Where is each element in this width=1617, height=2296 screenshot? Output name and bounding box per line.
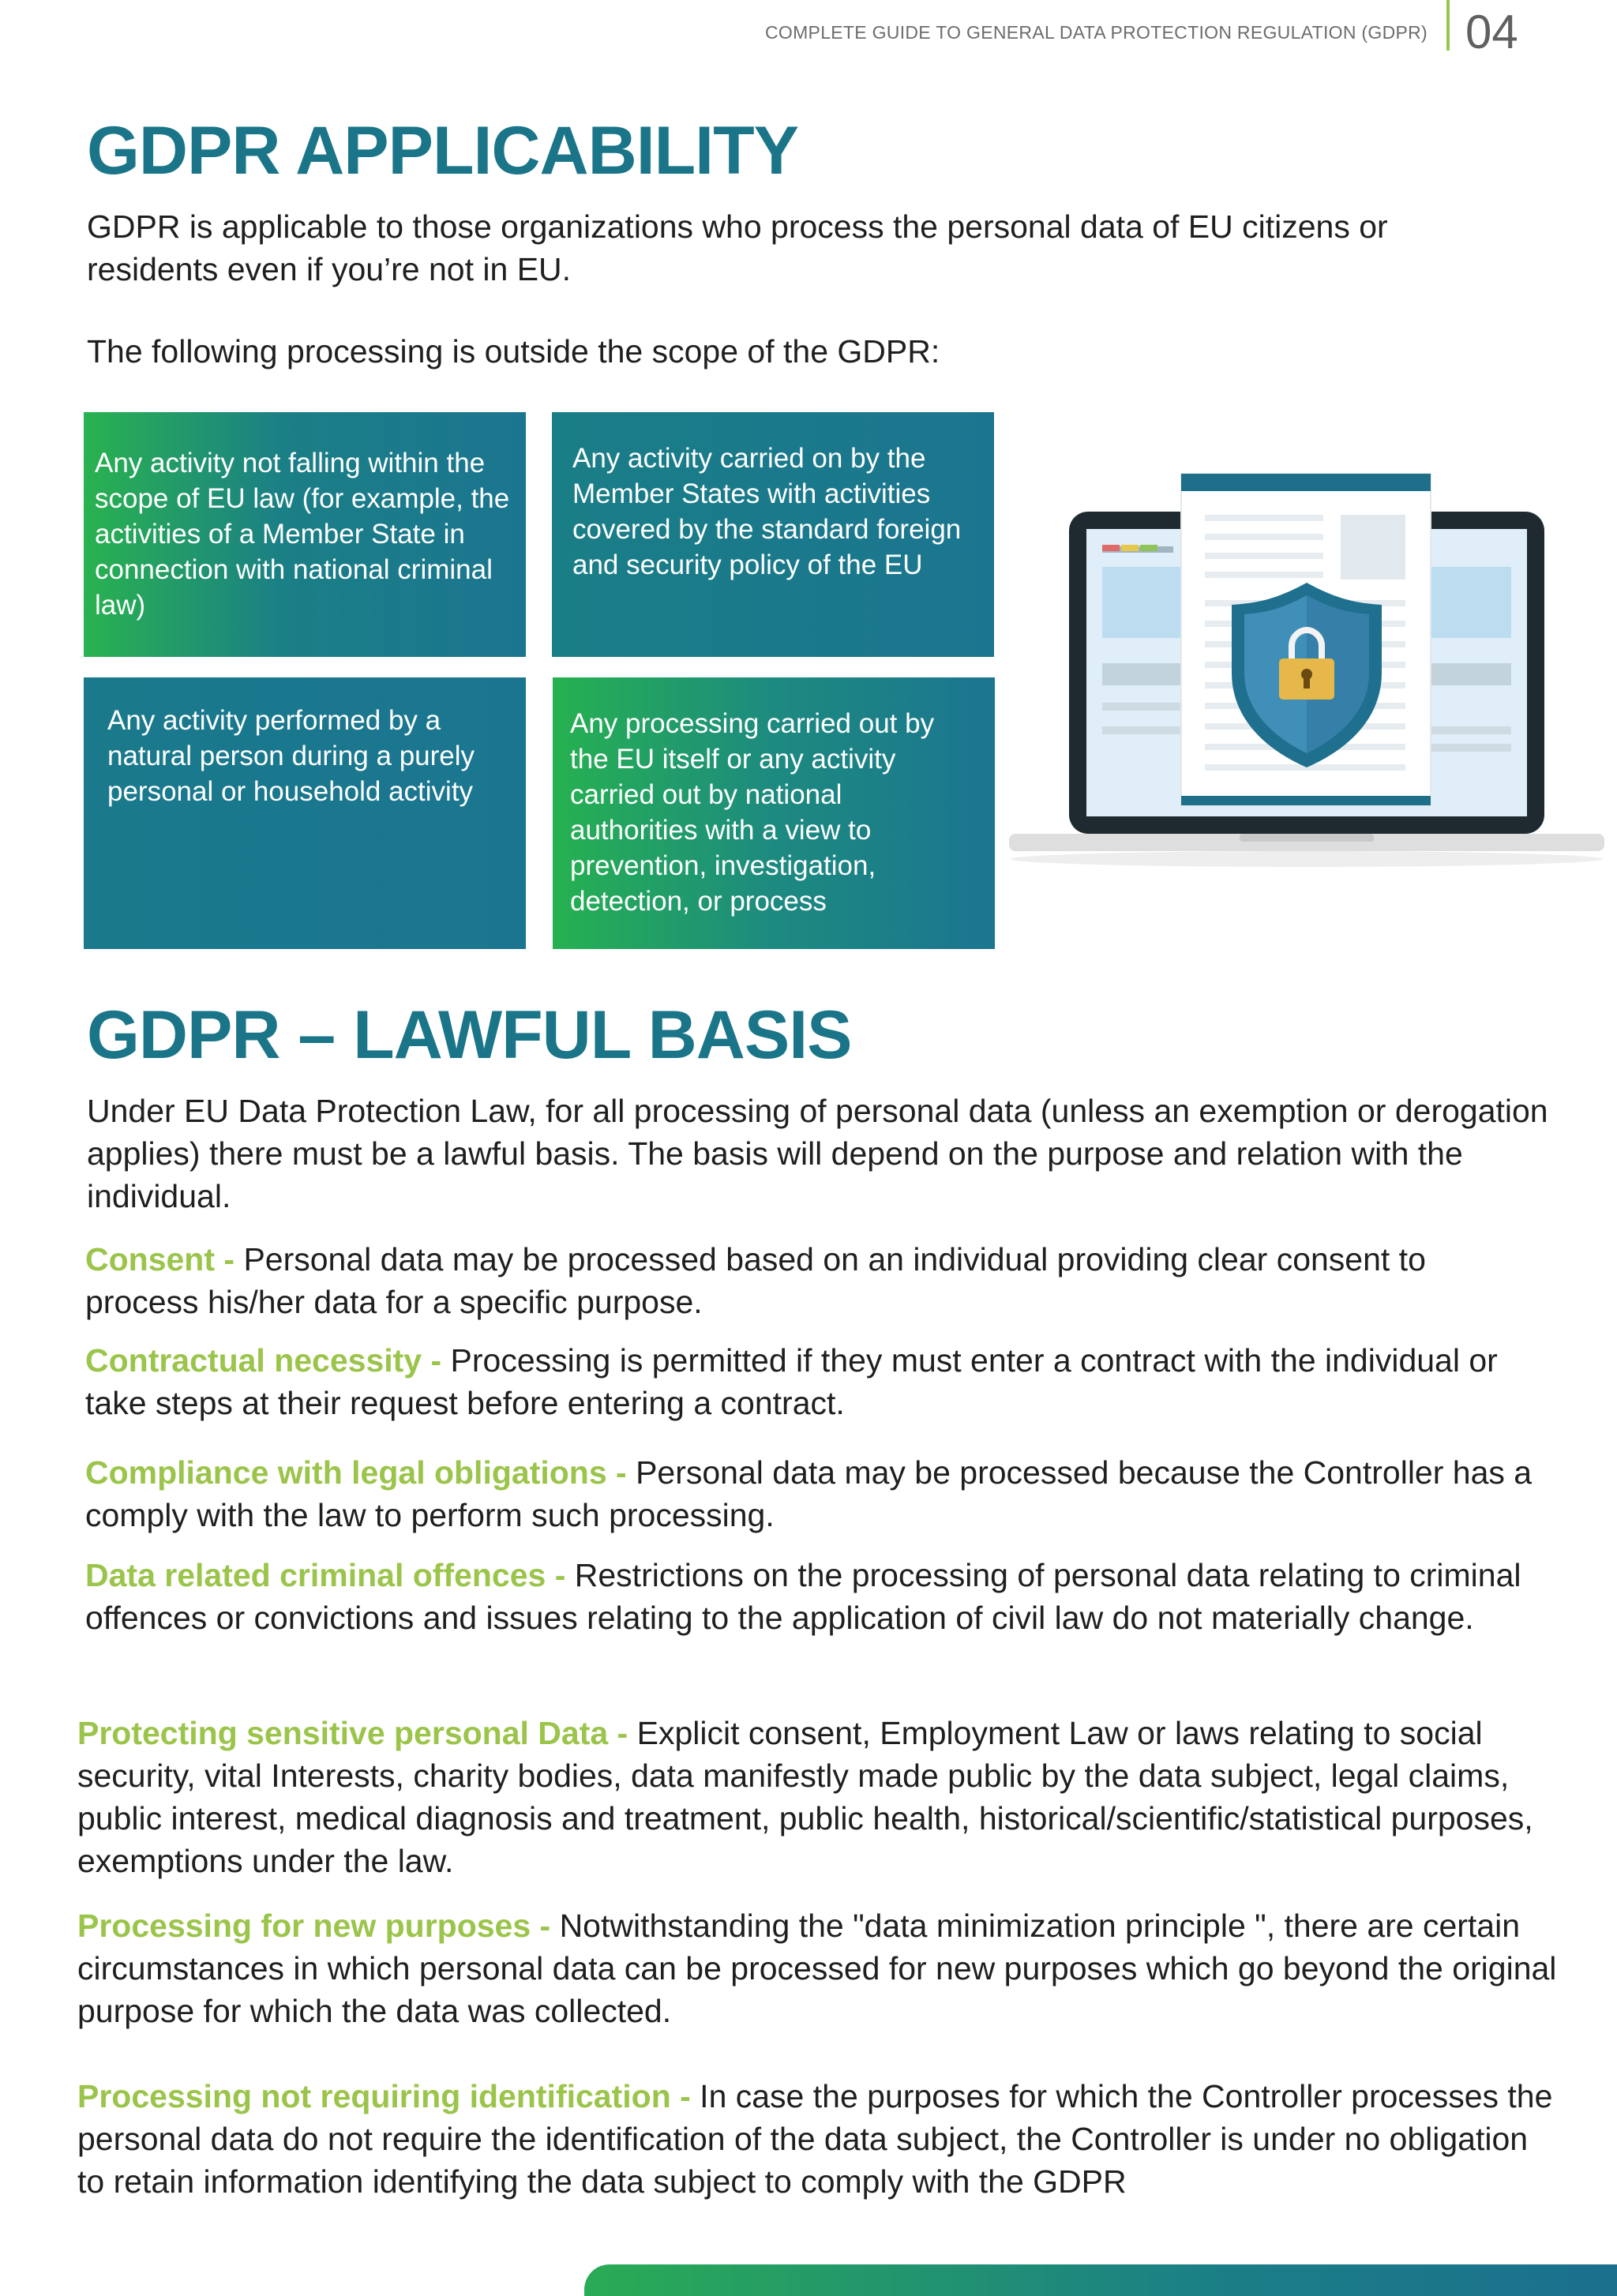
item-term: Consent - xyxy=(85,1241,244,1277)
item-text: Personal data may be processed because the Controller has a comply with the law to perform such processing. xyxy=(85,1454,1533,1533)
applicability-intro xyxy=(87,205,1571,291)
laptop-shield-lock-icon xyxy=(1003,466,1611,876)
lawful-basis-item-consent xyxy=(85,1238,1546,1323)
item-term: Processing for new purposes - xyxy=(77,1908,560,1944)
scope-box-household: Any activity performed by a natural person during a purely personal or household activity xyxy=(84,677,526,949)
lawful-basis-item-contractual xyxy=(85,1339,1562,1424)
item-term: Contractual necessity - xyxy=(85,1342,451,1379)
footer-decorative-bar xyxy=(584,2264,1617,2296)
lawful-basis-item-legal-obligations xyxy=(85,1451,1546,1536)
section-heading-applicability: GDPR APPLICABILITY xyxy=(87,113,798,189)
document-header-title: COMPLETE GUIDE TO GENERAL DATA PROTECTION REGULATION (GDPR) xyxy=(765,22,1428,43)
lawful-basis-intro: Under EU Data Protection Law, for all processing of personal data (unless an exemption or derogation applies) there must be a lawful basis. The basis will depend on the purpose and relation with the individual. xyxy=(87,1093,1548,1214)
item-text: In case the purposes for which the Controller processes the personal data do not require the identification of the data subject, the Controller is under no obligation to retain information identifying the data subject to comply with the GDPR xyxy=(77,2078,1553,2200)
scope-box-eu-law: Any activity not falling within the scope of EU law (for example, the activities of a Member State in connection with national criminal law) xyxy=(84,412,526,657)
lawful-basis-item-no-identification xyxy=(77,2075,1562,2203)
page-number: 04 xyxy=(1465,6,1518,58)
applicability-intro-line2: residents even if you’re not in EU. xyxy=(87,251,572,287)
lawful-basis-item-criminal-offences xyxy=(85,1554,1546,1639)
item-text: Processing is permitted if they must enter a contract with the individual or take steps at their request before entering a contract. xyxy=(85,1342,1498,1421)
item-text: Notwithstanding the "data minimization principle ", there are certain circumstances in which personal data can be processed for new purposes which go beyond the original purpose for which the data was collected. xyxy=(77,1908,1557,2029)
scope-box-foreign-policy: Any activity carried on by the Member States with activities covered by the standard foreign and security policy of the EU xyxy=(552,412,994,657)
header-divider xyxy=(1446,0,1450,51)
section-heading-lawful-basis: GDPR – LAWFUL BASIS xyxy=(87,997,852,1073)
item-text: Restrictions on the processing of personal data relating to criminal offences or convictions and issues relating to the application of civil law do not materially change. xyxy=(85,1557,1521,1636)
item-term: Compliance with legal obligations - xyxy=(85,1454,636,1491)
item-text: Explicit consent, Employment Law or laws relating to social security, vital Interests, charity bodies, data manifestly made public by the data subject, legal claims, public interest, medical diagnosis and treatment, public health, historical/scientific/statistical purposes, exemptions under the law. xyxy=(77,1715,1533,1879)
item-term: Processing not requiring identification - xyxy=(77,2078,700,2114)
applicability-intro-line1: GDPR is applicable to those organizations who process the personal data of EU citizens or xyxy=(87,208,1388,245)
item-term: Protecting sensitive personal Data - xyxy=(77,1715,637,1751)
item-term: Data related criminal offences - xyxy=(85,1557,575,1593)
scope-text: The following processing is outside the scope of the GDPR: xyxy=(87,333,940,370)
item-text: Personal data may be processed based on an individual providing clear consent to process his/her data for a specific purpose. xyxy=(85,1241,1426,1320)
scope-box-eu-authorities: Any processing carried out by the EU itself or any activity carried out by national authorities with a view to prevention, investigation, detection, or process xyxy=(553,677,995,949)
lawful-basis-item-sensitive-data xyxy=(77,1712,1562,1882)
lawful-basis-item-new-purposes xyxy=(77,1904,1562,2032)
